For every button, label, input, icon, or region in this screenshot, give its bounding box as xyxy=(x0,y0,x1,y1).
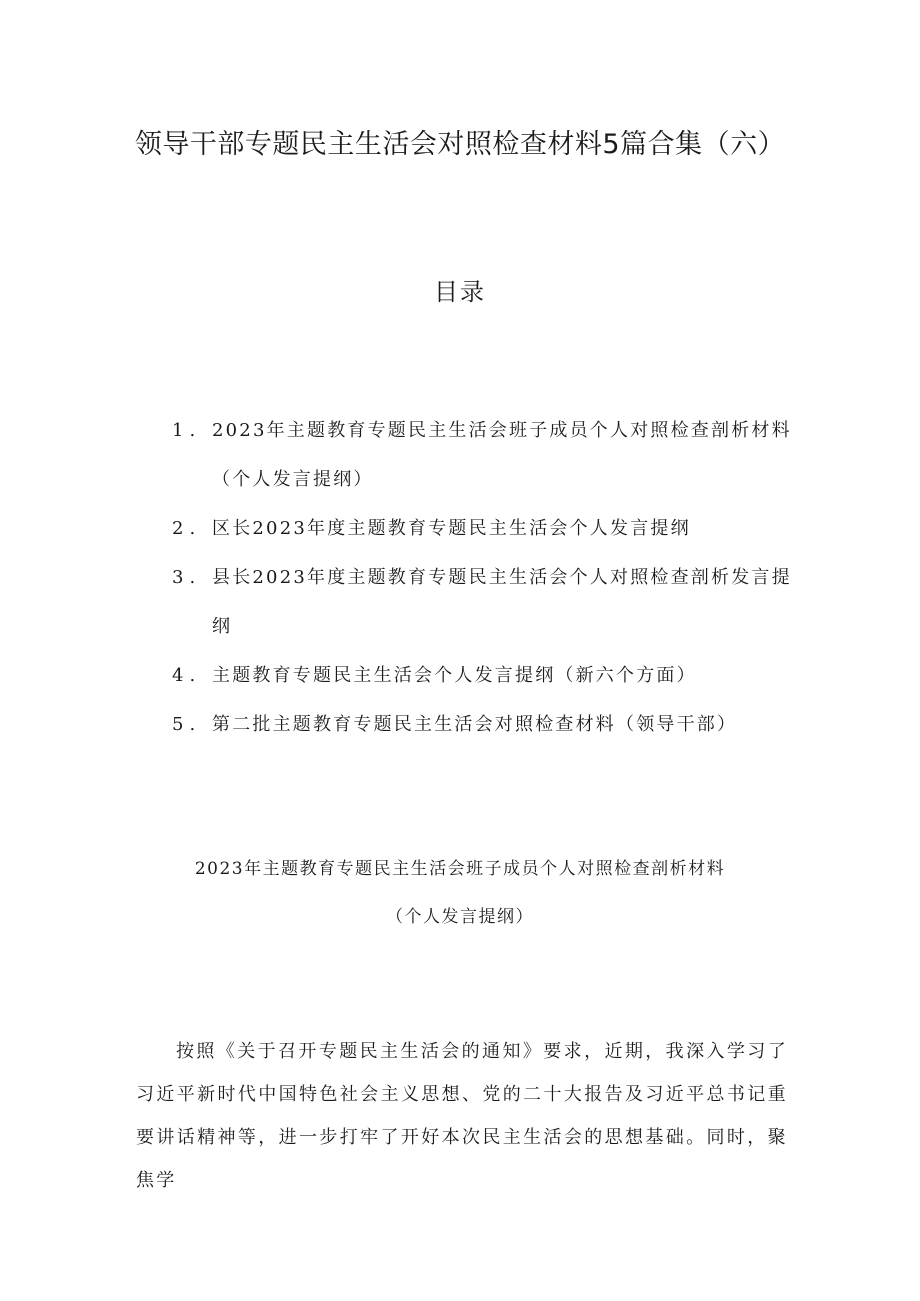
toc-number: 3. xyxy=(172,567,202,588)
toc-entry-text: 县长2023年度主题教育专题民主生活会个人对照检查剖析发言提纲 xyxy=(212,567,792,637)
toc-number: 4. xyxy=(172,665,202,686)
toc-item-3 xyxy=(172,553,802,651)
toc-number: 2. xyxy=(172,518,202,539)
section-subtitle: （个人发言提纲） xyxy=(386,907,534,927)
toc-item-4 xyxy=(172,651,802,700)
toc-heading: 目录 xyxy=(434,278,486,306)
toc-number: 5. xyxy=(172,714,202,735)
toc-item-5 xyxy=(172,700,802,749)
toc-entry-text: 主题教育专题民主生活会个人发言提纲（新六个方面） xyxy=(212,665,697,686)
toc-entry-text: 第二批主题教育专题民主生活会对照检查材料（领导干部） xyxy=(212,714,738,735)
toc-entry-text: 区长2023年度主题教育专题民主生活会个人发言提纲 xyxy=(212,518,691,539)
section-title-main: 2023年主题教育专题民主生活会班子成员个人对照检查剖析材料 xyxy=(194,859,726,879)
table-of-contents xyxy=(172,406,802,749)
document-title: 领导干部专题民主生活会对照检查材料5篇合集（六） xyxy=(134,129,786,160)
toc-item-1 xyxy=(172,406,802,504)
body-paragraph: 按照《关于召开专题民主生活会的通知》要求，近期，我深入学习了习近平新时代中国特色社会主义思想、党的二十大报告及习近平总书记重要讲话精神等，进一步打牢了开好本次民主生活会的思想基础。同时，聚焦学 xyxy=(136,1041,788,1191)
toc-number: 1. xyxy=(172,420,202,441)
toc-item-2 xyxy=(172,504,802,553)
toc-entry-text: 2023年主题教育专题民主生活会班子成员个人对照检查剖析材料（个人发言提纲） xyxy=(212,420,792,490)
section-title xyxy=(0,845,920,941)
